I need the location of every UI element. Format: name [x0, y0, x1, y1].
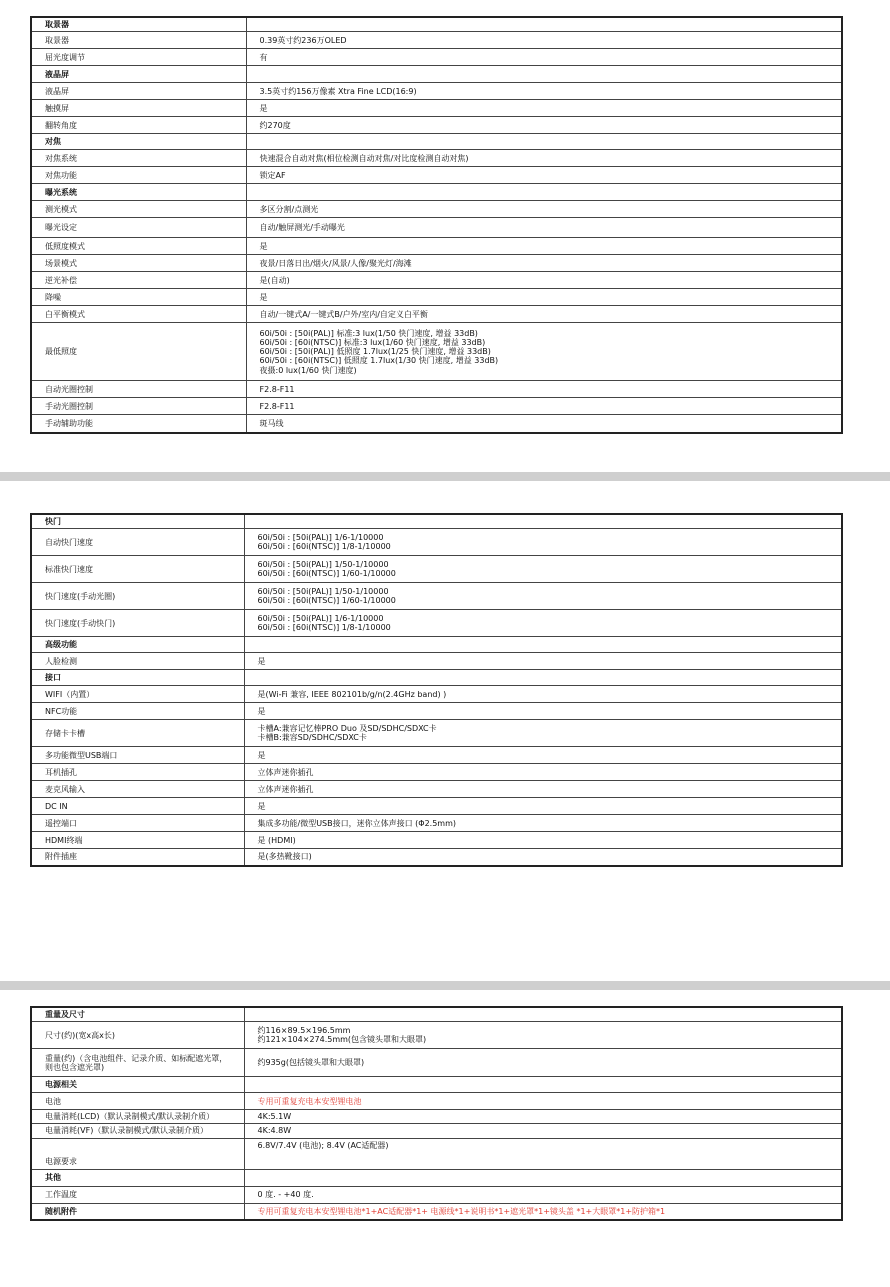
spec-row — [31, 720, 842, 747]
spec-value: 集成多功能/微型USB接口，迷你立体声接口 (Φ2.5mm) — [244, 815, 842, 832]
spec-row — [31, 289, 842, 306]
section-header-row — [31, 514, 842, 529]
spec-value: 0 度. - +40 度. — [244, 1186, 842, 1203]
spec-row — [31, 1093, 842, 1110]
spec-row — [31, 1186, 842, 1203]
spec-row — [31, 201, 842, 218]
spec-table-weight-power — [30, 1006, 843, 1221]
spec-row — [31, 306, 842, 323]
spec-row — [31, 415, 842, 433]
spec-page-1 — [0, 0, 890, 470]
spec-label: 快门速度(手动光圈) — [31, 583, 244, 610]
spec-row — [31, 747, 842, 764]
spec-label: 翻转角度 — [31, 117, 246, 134]
spec-value: F2.8-F11 — [246, 381, 842, 398]
spec-label: 触摸屏 — [31, 100, 246, 117]
spec-value: 6.8V/7.4V (电池); 8.4V (AC适配器) — [244, 1138, 842, 1169]
spec-value: 约935g(包括镜头罩和大眼罩) — [244, 1049, 842, 1077]
spec-row — [31, 117, 842, 134]
spec-row — [31, 323, 842, 381]
spec-row — [31, 781, 842, 798]
section-header-label: 对焦 — [31, 134, 246, 150]
spec-row — [31, 167, 842, 184]
section-header-label: 接口 — [31, 670, 244, 686]
spec-row — [31, 218, 842, 238]
spec-label: 遥控端口 — [31, 815, 244, 832]
spec-row — [31, 100, 842, 117]
spec-value: 3.5英寸约156万像素 Xtra Fine LCD(16:9) — [246, 83, 842, 100]
spec-value: 4K:4.8W — [244, 1124, 842, 1138]
spec-row — [31, 832, 842, 849]
spec-label: 附件插座 — [31, 849, 244, 866]
spec-label: 尺寸(约)(宽x高x长) — [31, 1022, 244, 1049]
section-divider — [0, 472, 890, 481]
spec-row — [31, 703, 842, 720]
spec-value: 是 — [244, 653, 842, 670]
spec-label: 低照度模式 — [31, 238, 246, 255]
spec-value: 卡槽A:兼容记忆棒PRO Duo 及SD/SDHC/SDXC卡 卡槽B:兼容SD/SDHC/SDXC卡 — [244, 720, 842, 747]
spec-value — [246, 17, 842, 32]
spec-row — [31, 610, 842, 637]
section-header-label: 曝光系统 — [31, 184, 246, 201]
spec-label: 液晶屏 — [31, 83, 246, 100]
spec-value: 立体声迷你插孔 — [244, 781, 842, 798]
spec-value: 锁定AF — [246, 167, 842, 184]
spec-label: 逆光补偿 — [31, 272, 246, 289]
spec-value: 4K:5.1W — [244, 1110, 842, 1124]
spec-value: 有 — [246, 49, 842, 66]
spec-label: 对焦系统 — [31, 150, 246, 167]
section-header-label: 液晶屏 — [31, 66, 246, 83]
spec-value: F2.8-F11 — [246, 398, 842, 415]
spec-label: WIFI（内置） — [31, 686, 244, 703]
spec-value: 60i/50i : [50i(PAL)] 1/6-1/10000 60i/50i : [60i(NTSC)] 1/8-1/10000 — [244, 610, 842, 637]
spec-row — [31, 32, 842, 49]
spec-value: 是 — [246, 100, 842, 117]
spec-row — [31, 150, 842, 167]
spec-row — [31, 849, 842, 866]
spec-value: 是 — [246, 238, 842, 255]
spec-row — [31, 238, 842, 255]
section-header-label: 重量及尺寸 — [31, 1007, 244, 1022]
spec-label: 自动快门速度 — [31, 529, 244, 556]
spec-row — [31, 381, 842, 398]
spec-label: 对焦功能 — [31, 167, 246, 184]
spec-table-camera — [30, 16, 843, 434]
section-header-row — [31, 1077, 842, 1093]
spec-label: 屈光度调节 — [31, 49, 246, 66]
spec-row — [31, 529, 842, 556]
spec-value: 快速混合自动对焦(相位检测自动对焦/对比度检测自动对焦) — [246, 150, 842, 167]
spec-row — [31, 686, 842, 703]
spec-row — [31, 255, 842, 272]
spec-label: 麦克风输入 — [31, 781, 244, 798]
spec-label: 标准快门速度 — [31, 556, 244, 583]
spec-label: 多功能微型USB端口 — [31, 747, 244, 764]
spec-label: 人脸检测 — [31, 653, 244, 670]
spec-label: 取景器 — [31, 32, 246, 49]
spec-value: 60i/50i : [50i(PAL)] 1/50-1/10000 60i/50i : [60i(NTSC)] 1/60-1/10000 — [244, 583, 842, 610]
section-header-label: 快门 — [31, 514, 244, 529]
spec-label: 曝光设定 — [31, 218, 246, 238]
spec-row — [31, 272, 842, 289]
spec-row — [31, 83, 842, 100]
spec-row — [31, 653, 842, 670]
spec-label: 电量消耗(LCD)（默认录制模式/默认录制介质） — [31, 1110, 244, 1124]
spec-value: 专用可重复充电本安型锂电池*1+AC适配器*1+ 电源线*1+说明书*1+遮光罩*1+镜头盖 *1+大眼罩*1+防护箱*1 — [244, 1203, 842, 1220]
spec-value — [244, 514, 842, 529]
spec-value: 自动/触屏测光/手动曝光 — [246, 218, 842, 238]
spec-label: 重量(约)（含电池组件、记录介质、如标配遮光罩，则也包含遮光罩) — [31, 1049, 244, 1077]
section-header-label: 其他 — [31, 1169, 244, 1186]
spec-value — [246, 184, 842, 201]
spec-row — [31, 1138, 842, 1169]
spec-value: 是 — [246, 289, 842, 306]
spec-row — [31, 764, 842, 781]
spec-label: HDMI终端 — [31, 832, 244, 849]
spec-label: 白平衡模式 — [31, 306, 246, 323]
spec-value: 是 — [244, 747, 842, 764]
spec-row — [31, 798, 842, 815]
spec-value: 夜景/日落日出/烟火/风景/人像/聚光灯/海滩 — [246, 255, 842, 272]
spec-table-shutter-interfaces — [30, 513, 843, 867]
spec-value: 是(多热靴接口) — [244, 849, 842, 866]
section-header-row — [31, 1203, 842, 1220]
spec-value: 60i/50i : [50i(PAL)] 标准:3 lux(1/50 快门速度, 增益 33dB) 60i/50i : [60i(NTSC)] 标准:3 lux(1/60 快门速度, 增益 33dB) 60i/50i : [50i(PAL)] 低照度 1.7lux(1/25 快门速度, 增益 33dB) 60i/50i : [60i(NTSC)] 低照度 1.7lux(1/30 快门速度, 增益 33dB) 夜摄:0 lux(1/60 快门速度) — [246, 323, 842, 381]
spec-value: 约270度 — [246, 117, 842, 134]
spec-row — [31, 1049, 842, 1077]
section-header-label: 高级功能 — [31, 637, 244, 653]
spec-label: NFC功能 — [31, 703, 244, 720]
spec-label: 最低照度 — [31, 323, 246, 381]
spec-value — [246, 66, 842, 83]
spec-value — [244, 670, 842, 686]
section-header-label: 电源相关 — [31, 1077, 244, 1093]
spec-label: 手动光圈控制 — [31, 398, 246, 415]
section-header-row — [31, 134, 842, 150]
section-header-row — [31, 1007, 842, 1022]
spec-label: DC IN — [31, 798, 244, 815]
section-header-label: 随机附件 — [31, 1203, 244, 1220]
section-header-row — [31, 184, 842, 201]
spec-label: 存储卡卡槽 — [31, 720, 244, 747]
section-header-row — [31, 66, 842, 83]
spec-value — [244, 1077, 842, 1093]
spec-label: 快门速度(手动快门) — [31, 610, 244, 637]
spec-row — [31, 1022, 842, 1049]
spec-row — [31, 1110, 842, 1124]
spec-value: 自动/一键式A/一键式B/户外/室内/自定义白平衡 — [246, 306, 842, 323]
spec-value: 多区分割/点测光 — [246, 201, 842, 218]
spec-value: 60i/50i : [50i(PAL)] 1/50-1/10000 60i/50i : [60i(NTSC)] 1/60-1/10000 — [244, 556, 842, 583]
section-header-row — [31, 637, 842, 653]
spec-label: 手动辅助功能 — [31, 415, 246, 433]
spec-value: 60i/50i : [50i(PAL)] 1/6-1/10000 60i/50i : [60i(NTSC)] 1/8-1/10000 — [244, 529, 842, 556]
spec-value: 是 (HDMI) — [244, 832, 842, 849]
spec-value — [244, 1007, 842, 1022]
spec-value: 专用可重复充电本安型锂电池 — [244, 1093, 842, 1110]
section-divider — [0, 981, 890, 990]
spec-label: 测光模式 — [31, 201, 246, 218]
spec-label: 电源要求 — [31, 1138, 244, 1169]
spec-row — [31, 583, 842, 610]
spec-row — [31, 815, 842, 832]
spec-row — [31, 49, 842, 66]
spec-label: 电量消耗(VF)（默认录制模式/默认录制介质） — [31, 1124, 244, 1138]
spec-value: 立体声迷你插孔 — [244, 764, 842, 781]
spec-value — [246, 134, 842, 150]
spec-value: 0.39英寸约236万OLED — [246, 32, 842, 49]
section-header-label: 取景器 — [31, 17, 246, 32]
spec-value: 是 — [244, 798, 842, 815]
spec-label: 耳机插孔 — [31, 764, 244, 781]
spec-value: 斑马线 — [246, 415, 842, 433]
spec-value: 约116×89.5×196.5mm 约121×104×274.5mm(包含镜头罩和大眼罩) — [244, 1022, 842, 1049]
spec-value — [244, 1169, 842, 1186]
spec-label: 降噪 — [31, 289, 246, 306]
spec-value: 是(Wi-Fi 兼容, IEEE 802101b/g/n(2.4GHz band) ) — [244, 686, 842, 703]
spec-label: 电池 — [31, 1093, 244, 1110]
section-header-row — [31, 670, 842, 686]
spec-value — [244, 637, 842, 653]
spec-row — [31, 556, 842, 583]
spec-value: 是(自动) — [246, 272, 842, 289]
spec-page-3 — [0, 990, 890, 1287]
section-header-row — [31, 17, 842, 32]
spec-value: 是 — [244, 703, 842, 720]
section-header-row — [31, 1169, 842, 1186]
spec-row — [31, 1124, 842, 1138]
spec-page-2 — [0, 481, 890, 979]
spec-label: 自动光圈控制 — [31, 381, 246, 398]
spec-label: 工作温度 — [31, 1186, 244, 1203]
spec-row — [31, 398, 842, 415]
spec-label: 场景模式 — [31, 255, 246, 272]
